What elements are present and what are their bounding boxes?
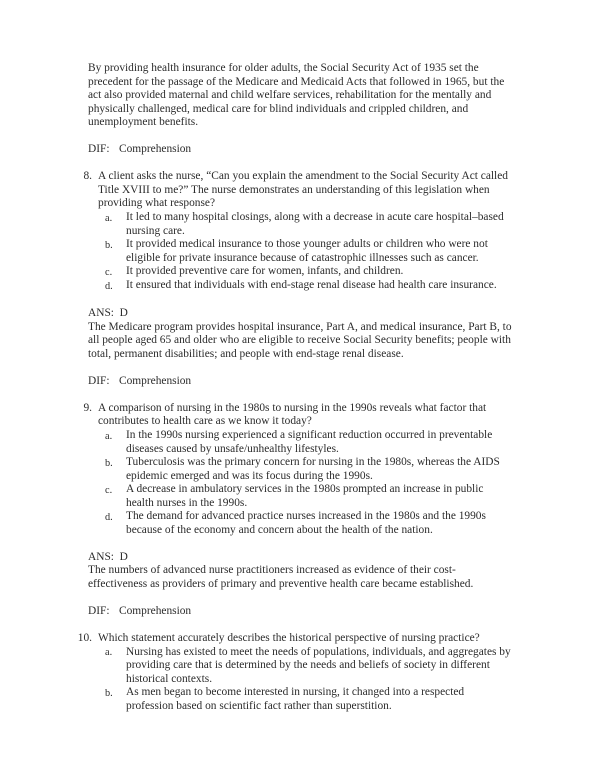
option-letter: b. — [105, 457, 113, 469]
option-text: It provided preventive care for women, infants, and children. — [126, 265, 404, 278]
answer-options — [88, 646, 512, 714]
option-text: As men began to become interested in nursing, it changed into a respected profession based on scientific fact rather than superstition. — [126, 686, 465, 712]
question-block — [83, 170, 512, 293]
spacer — [88, 388, 512, 402]
spacer — [88, 293, 512, 307]
intro-rationale-paragraph: By providing health insurance for older adults, the Social Security Act of 1935 set the precedent for the passage of the Medicare and Medicaid Acts that followed in 1965, but the act also provided maternal and child welfare services, rehabilitation for the mentally and physically challenged, medical care for blind individuals and crippled children, and unemployment benefits. — [88, 62, 505, 129]
option-item[interactable] — [88, 211, 512, 238]
option-item[interactable] — [88, 510, 512, 537]
question-stem — [77, 632, 512, 646]
question-stem — [83, 401, 512, 429]
option-letter: b. — [105, 239, 113, 251]
answer-rationale: The Medicare program provides hospital insurance, Part A, and medical insurance, Part B, to all people aged 65 and older who are eligible to receive Social Security benefits; people with total, permanent disabilities; and people with end-stage renal disease. — [88, 320, 512, 360]
question-number: 10. — [77, 632, 92, 645]
option-text: A decrease in ambulatory services in the 1980s prompted an increase in public health nurses in the 1990s. — [126, 483, 484, 509]
question-number: 9. — [83, 401, 92, 414]
question-block — [83, 401, 512, 537]
question-text: Which statement accurately describes the historical perspective of nursing practice? — [98, 632, 480, 645]
option-item[interactable] — [88, 456, 512, 483]
page-content — [77, 62, 512, 713]
dif-value: Comprehension — [119, 374, 192, 387]
dif-value: Comprehension — [119, 143, 192, 156]
option-text: It ensured that individuals with end-stage renal disease had health care insurance. — [126, 279, 497, 292]
spacer — [88, 130, 512, 144]
option-item[interactable] — [88, 429, 512, 456]
option-item[interactable] — [88, 279, 512, 293]
answer-options — [88, 429, 512, 537]
dif-line-3 — [88, 605, 512, 619]
option-text: Nursing has existed to meet the needs of populations, individuals, and aggregates by providing care that is determined by the needs and beliefs of society in different historical contexts. — [126, 645, 511, 685]
option-letter: d. — [105, 511, 113, 523]
option-item[interactable] — [88, 483, 512, 510]
option-letter: d. — [105, 280, 113, 292]
question-stem — [83, 170, 512, 211]
option-text: It provided medical insurance to those younger adults or children who were not eligible for private insurance because of catastrophic illnesses such as cancer. — [126, 238, 488, 264]
option-item[interactable] — [88, 686, 512, 713]
option-text: It led to many hospital closings, along with a decrease in acute care hospital–based nursing care. — [126, 211, 504, 237]
option-letter: c. — [105, 266, 113, 278]
answer-line: ANS: D — [88, 550, 128, 563]
option-text: Tuberculosis was the primary concern for nursing in the 1980s, whereas the AIDS epidemic emerged and was its focus during the 1990s. — [126, 456, 500, 482]
dif-line-1 — [88, 143, 512, 157]
option-item[interactable] — [88, 265, 512, 279]
answer-line: ANS: D — [88, 307, 128, 320]
question-text: A client asks the nurse, “Can you explain the amendment to the Social Security Act called Title XVIII to me?” The nurse demonstrates an understanding of this legislation when providing what response? — [98, 170, 508, 210]
spacer — [88, 537, 512, 551]
question-text: A comparison of nursing in the 1980s to nursing in the 1990s reveals what factor that contributes to health care as we know it today? — [98, 401, 487, 428]
answer-options — [88, 211, 512, 293]
answer-rationale: The numbers of advanced nurse practitioners increased as evidence of their cost-effectiveness as providers of primary and preventive health care became established. — [88, 564, 474, 590]
spacer — [88, 361, 512, 375]
dif-value: Comprehension — [119, 605, 192, 618]
option-text: The demand for advanced practice nurses increased in the 1980s and the 1990s because of the economy and concern about the health of the nation. — [126, 510, 486, 536]
question-number: 8. — [83, 170, 92, 183]
spacer — [88, 619, 512, 633]
option-letter: a. — [105, 212, 113, 224]
option-letter: a. — [105, 647, 113, 659]
option-letter: c. — [105, 484, 113, 496]
dif-label: DIF: — [88, 605, 110, 618]
option-letter: b. — [105, 687, 113, 699]
question-block — [77, 632, 512, 713]
dif-label: DIF: — [88, 143, 110, 156]
option-item[interactable] — [88, 238, 512, 265]
dif-line-2 — [88, 375, 512, 389]
option-item[interactable] — [88, 646, 512, 687]
option-text: In the 1990s nursing experienced a significant reduction occurred in preventable diseases caused by unsafe/unhealthy lifestyles. — [126, 428, 493, 455]
dif-label: DIF: — [88, 374, 110, 387]
spacer — [88, 592, 512, 606]
option-letter: a. — [105, 430, 113, 442]
spacer — [88, 157, 512, 171]
